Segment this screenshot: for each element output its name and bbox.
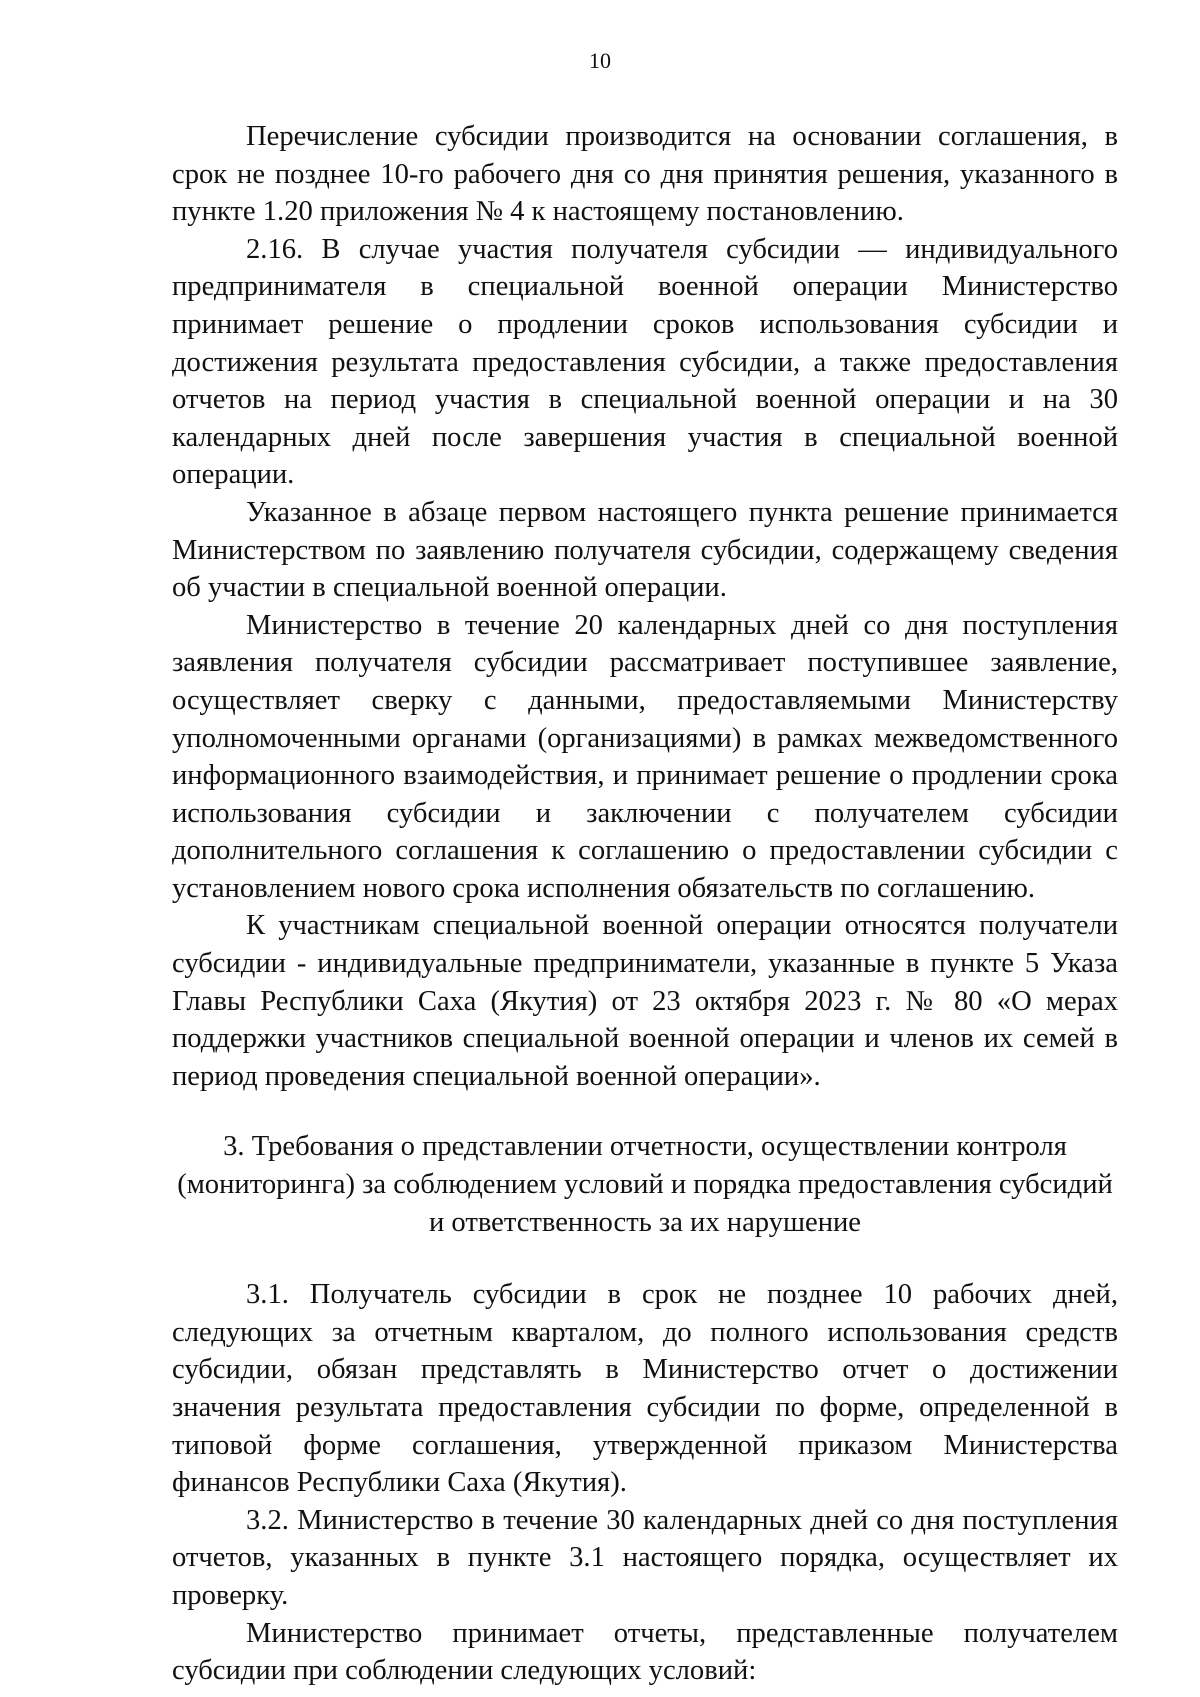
paragraph-svo-participants: К участникам специальной военной операции относятся получатели субсидии - индивидуальные предприниматели, указанные в пункте 5 Указа Главы Республики Саха (Якутия) от 23 октября 2023 г. № 80 «О мерах поддержки участников специальной военной операции и членов их семей в период проведения специальной военной операции». (172, 910, 1118, 1092)
paragraph-report-conditions: Министерство принимает отчеты, представленные получателем субсидии при соблюдении следующих условий: (172, 1617, 1118, 1687)
page-number: 10 (589, 48, 611, 73)
section-heading-3: 3. Требования о представлении отчетности, осуществлении контроля (мониторинга) за соблюдением условий и порядка предоставления субсидий и ответственность за их нарушение (177, 1131, 1113, 1238)
document-body (172, 118, 1118, 1690)
paragraph-ministry-review: Министерство в течение 20 календарных дней со дня поступления заявления получателя субсидии рассматривает поступившее заявление, осуществляет сверку с данными, предоставляемыми Министерству уполномоченными органами (организациями) в рамках межведомственного информационного взаимодействия, и принимает решение о продлении срока использования субсидии и заключении с получателем субсидии дополнительного соглашения к соглашению о предоставлении субсидии с установлением нового срока исполнения обязательств по соглашению. (172, 609, 1118, 904)
paragraph-3-2: 3.2. Министерство в течение 30 календарных дней со дня поступления отчетов, указанных в пункте 3.1 настоящего порядка, осуществляет их проверку. (172, 1504, 1118, 1611)
paragraph-subsidy-transfer: Перечисление субсидии производится на основании соглашения, в срок не позднее 10-го рабочего дня со дня принятия решения, указанного в пункте 1.20 приложения № 4 к настоящему постановлению. (172, 121, 1118, 228)
paragraph-3-1: 3.1. Получатель субсидии в срок не позднее 10 рабочих дней, следующих за отчетным кварталом, до полного использования средств субсидии, обязан представлять в Министерство отчет о достижении значения результата предоставления субсидии по форме, определенной в типовой форме соглашения, утвержденной приказом Министерства финансов Республики Саха (Якутия). (172, 1279, 1118, 1499)
paragraph-2-16: 2.16. В случае участия получателя субсидии — индивидуального предпринимателя в специальной военной операции Министерство принимает решение о продлении сроков использования субсидии и достижения результата предоставления субсидии, а также предоставления отчетов на период участия в специальной военной операции и на 30 календарных дней после завершения участия в специальной военной операции. (172, 233, 1118, 491)
paragraph-decision-basis: Указанное в абзаце первом настоящего пункта решение принимается Министерством по заявлению получателя субсидии, содержащему сведения об участии в специальной военной операции. (172, 496, 1118, 604)
